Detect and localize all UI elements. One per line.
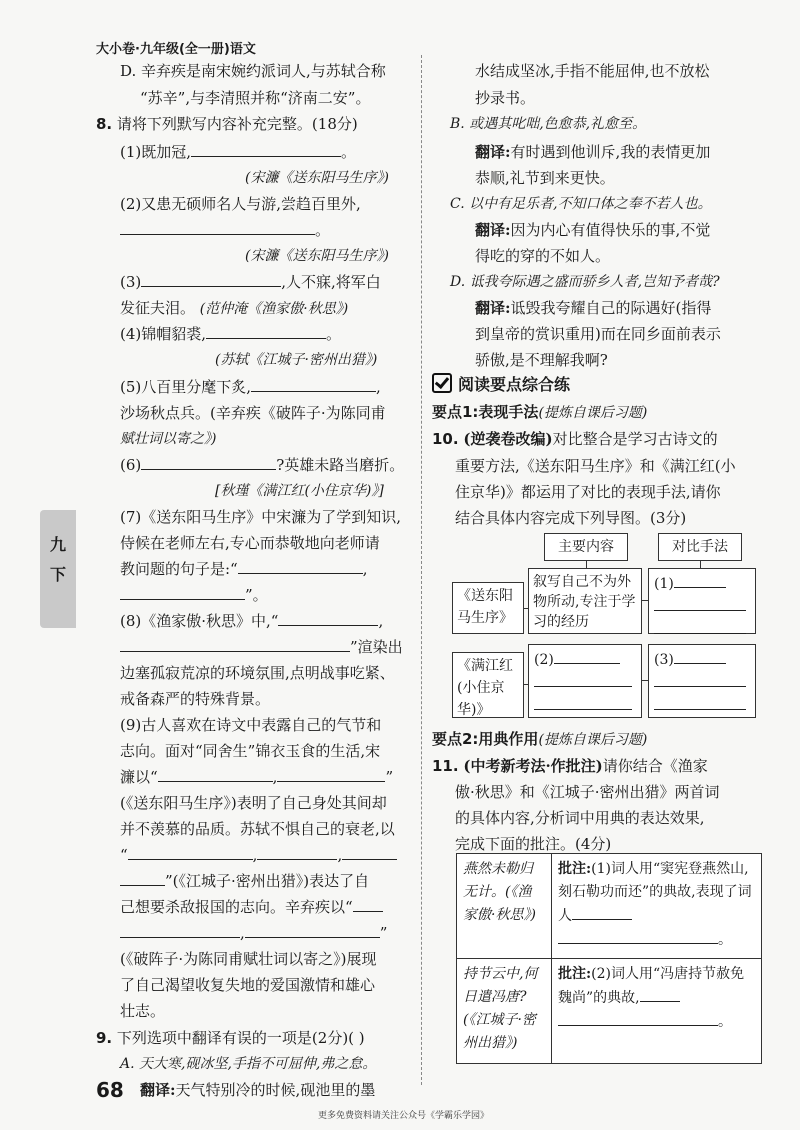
mindmap-blank-1-label: (1) — [654, 576, 674, 592]
mindmap-blank-1[interactable] — [648, 568, 756, 634]
mindmap-header-contrast: 对比手法 — [658, 533, 742, 561]
point1-note: (提炼自课后习题) — [538, 405, 648, 421]
q8-s9-line8 — [120, 896, 383, 919]
annotation-text2: 典故,表现了词人 — [558, 884, 752, 924]
q8-s6-blank[interactable] — [141, 454, 276, 470]
q10-text1: 对比整合是学习古诗文的 — [552, 430, 718, 448]
q9-option-b-translation — [475, 141, 710, 164]
q8-s9-blank6[interactable] — [120, 870, 165, 886]
q8-s8-line4: 戒备森严的特殊背景。 — [120, 690, 271, 708]
q8-s1-source: (宋濂《送东阳马生序》) — [245, 170, 389, 186]
q8-s9-blank8[interactable] — [120, 922, 240, 938]
q8-s7-comma: , — [362, 560, 368, 578]
translation-label: 翻译: — [475, 143, 511, 161]
q8-s9-blank5[interactable] — [342, 844, 397, 860]
q8-s9-comma2: , — [252, 846, 258, 864]
q8-s2-end: 。 — [315, 221, 331, 239]
q8-s9-quote2: ” — [379, 924, 388, 942]
q11-quote-2: 持节云中,何日遣冯唐?(《江城子·密州出猎》) — [457, 959, 552, 1064]
q8-s4-end: 。 — [326, 325, 342, 343]
q9-option-c-translation — [475, 219, 710, 242]
q8-s7-blank1[interactable] — [238, 558, 363, 574]
q11-annotation-table — [456, 853, 762, 1064]
translation-text: 因为内心有值得快乐的事,不觉 — [510, 221, 711, 239]
annotation-blank-2[interactable] — [558, 928, 718, 944]
q9-d-translation-line2: 到皇帝的赏识重用)而在同乡面前表示 — [475, 325, 721, 343]
q8-s5-line2: 沙场秋点兵。(辛弃疾《破阵子·为陈同甫 — [120, 404, 386, 422]
q8-s8-comma: , — [378, 612, 384, 630]
q8-stem — [96, 113, 358, 136]
q8-s3-source: (范仲淹《渔家傲·秋思》) — [199, 301, 349, 317]
q11-annotation-2[interactable] — [552, 959, 762, 1064]
q8-s8-blank1[interactable] — [278, 610, 378, 626]
q8-s3 — [120, 271, 381, 294]
q8-s7-line1: (7)《送东阳马生序》中宋濂为了学到知识, — [120, 508, 402, 526]
mindmap-connector-v2 — [700, 561, 701, 568]
mindmap-blank-2-line2 — [534, 671, 632, 687]
q8-s1-end: 。 — [341, 143, 357, 161]
q8-s9-text3: 濂以“ — [120, 768, 158, 786]
q8-s1-blank[interactable] — [191, 141, 341, 157]
q8-s1-text: (1)既加冠, — [120, 143, 192, 161]
q8-s2-source: (宋濂《送东阳马生序》) — [245, 248, 389, 264]
q8-stem-text: 请将下列默写内容补充完整。(18分) — [116, 115, 358, 133]
table-row — [457, 854, 762, 959]
mindmap-blank-1-line1 — [674, 572, 726, 588]
q8-s5-text: (5)八百里分麾下炙, — [120, 378, 252, 396]
mindmap-blank-2-label: (2) — [534, 652, 554, 668]
q11-quote-1: 燕然未勒归无计。(《渔家傲·秋思》) — [457, 854, 552, 959]
point2-label: 要点2:用典作用 — [432, 730, 539, 748]
q8-s6 — [120, 454, 404, 477]
q8-s9-line11: 了自己渴望收复失地的爱国激情和雄心 — [120, 976, 376, 994]
q9-c-translation-line2: 得吃的穿的不如人。 — [475, 247, 611, 265]
section-heading — [432, 372, 570, 395]
q10-tag: (逆袭卷改编) — [463, 430, 553, 448]
q8-s7-text: 教问题的句子是:“ — [120, 560, 238, 578]
q8-s7-line2: 侍候在老师左右,专心而恭敬地向老师请 — [120, 534, 380, 552]
q8-s8-line1 — [120, 610, 383, 633]
q8-s4-text: (4)锦帽貂裘, — [120, 325, 207, 343]
q9-option-b: B. 或遇其叱咄,色愈恭,礼愈至。 — [450, 116, 647, 132]
q9-a-translation-line3: 抄录书。 — [475, 89, 536, 107]
point2-note: (提炼自课后习题) — [538, 732, 648, 748]
q9-option-d-translation — [475, 297, 711, 320]
q8-s4-source: (苏轼《江城子·密州出猎》) — [215, 352, 378, 368]
q11-text1: 请你结合《渔家 — [602, 757, 708, 775]
q8-s9-blank2[interactable] — [277, 766, 385, 782]
q8-s9-comma3: , — [337, 846, 343, 864]
mindmap-blank-2-line3 — [534, 694, 632, 710]
q8-s5 — [120, 376, 381, 399]
q8-s9-text7: ”(《江城子·密州出猎》)表达了自 — [165, 872, 370, 890]
q7-option-d-line1: D. 辛弃疾是南宋婉约派词人,与苏轼合称 — [120, 62, 386, 80]
q8-s8-line3: 边塞孤寂荒凉的环境氛围,点明战事吃紧、 — [120, 664, 395, 682]
q9-option-c: C. 以中有足乐者,不知口体之奉不若人也。 — [450, 196, 712, 212]
annotation-text: (1)词人用“窦宪登燕然山,刻石勒功而还”的 — [558, 861, 749, 900]
q9-d-translation-line3: 骄傲,是不理解我啊? — [475, 351, 608, 369]
q8-s8-blank2[interactable] — [120, 636, 350, 652]
annotation-label: 批注: — [558, 966, 592, 982]
translation-label: 翻译: — [475, 221, 511, 239]
q11-number: 11. — [432, 757, 459, 775]
q8-number: 8. — [96, 115, 113, 133]
q8-s3-num: (3) — [120, 273, 142, 291]
q8-s7-line3 — [120, 558, 368, 581]
q8-s7-end: ”。 — [245, 586, 268, 604]
point1-heading — [432, 401, 647, 425]
q8-s9-line12: 壮志。 — [120, 1002, 166, 1020]
side-tab-line2: 下 — [49, 565, 66, 584]
q10-line4: 结合具体内容完成下列导图。(3分) — [455, 509, 687, 527]
header-title: 大小卷·九年级(全一册)语文 — [96, 42, 256, 57]
q10-line3: 住京华)》都运用了对比的表现手法,请你 — [455, 483, 721, 501]
annotation-end: 。 — [718, 932, 732, 948]
point1-label: 要点1:表现手法 — [432, 403, 539, 421]
q9-stem-text: 下列选项中翻译有误的一项是(2分)( ) — [116, 1029, 365, 1047]
q9-option-a-translation — [140, 1079, 375, 1102]
mindmap-connector-h1 — [524, 608, 528, 609]
q8-s6-source: [秋瑾《满江红(小住京华)》] — [215, 483, 384, 499]
q8-s9-line3 — [120, 766, 393, 789]
q9-b-translation-line2: 恭顺,礼节到来更快。 — [475, 169, 615, 187]
q11-line3: 的具体内容,分析词中用典的表达效果, — [455, 809, 705, 827]
q8-s8-text: (8)《渔家傲·秋思》中,“ — [120, 612, 279, 630]
mindmap-connector-v1 — [586, 561, 587, 568]
annotation-blank[interactable] — [572, 904, 632, 920]
q8-s9-line4: (《送东阳马生序》)表明了自己身处其间却 — [120, 794, 387, 812]
translation-label: 翻译: — [140, 1081, 176, 1099]
q11-line1 — [432, 755, 708, 778]
q8-s9-comma1: , — [272, 768, 278, 786]
point2-heading — [432, 728, 647, 752]
q9-number: 9. — [96, 1029, 113, 1047]
annotation-blank-2[interactable] — [558, 1010, 718, 1026]
mindmap-content-1: 叙写自己不为外物所动,专注于学习的经历 — [528, 568, 642, 634]
translation-text: 诋毁我夸耀自己的际遇好(指得 — [510, 299, 712, 317]
q9-a-translation-line2: 水结成坚冰,手指不能屈伸,也不放松 — [475, 62, 710, 80]
side-tab-line1: 九 — [49, 535, 66, 554]
q9-option-d: D. 诋我夸际遇之盛而骄乡人者,岂知予者哉? — [450, 274, 720, 290]
mindmap-blank-3-line2 — [654, 671, 746, 687]
q8-s2-text: (2)又患无硕师名人与游,尝趋百里外, — [120, 195, 361, 213]
q8-s9-blank9[interactable] — [245, 922, 380, 938]
q8-s9-line2: 志向。面对“同舍生”锦衣玉食的生活,宋 — [120, 742, 381, 760]
q8-s9-line1: (9)古人喜欢在诗文中表露自己的气节和 — [120, 716, 382, 734]
column-divider — [421, 55, 422, 1085]
q8-s7-line4 — [120, 584, 268, 607]
q8-s2-blank[interactable] — [120, 219, 315, 235]
q8-s5-comma: , — [376, 378, 381, 396]
mindmap-title-1: 《送东阳马生序》 — [452, 582, 524, 634]
q8-s4 — [120, 323, 341, 346]
q8-s8-line2 — [120, 636, 403, 659]
q7-option-d-line2: “苏辛”,与李清照并称“济南二安”。 — [140, 89, 371, 107]
q11-line2: 傲·秋思》和《江城子·密州出猎》两首词 — [455, 783, 720, 801]
q8-s5-blank[interactable] — [251, 376, 376, 392]
q8-s6-num: (6) — [120, 456, 142, 474]
page-number: 68 — [96, 1078, 124, 1102]
mindmap-blank-3[interactable] — [648, 644, 756, 718]
q11-annotation-1[interactable] — [552, 854, 762, 959]
mindmap-title-2: 《满江红(小住京华)》 — [452, 652, 524, 718]
q8-s3-blank[interactable] — [141, 271, 281, 287]
mindmap-blank-3-label: (3) — [654, 652, 674, 668]
annotation-text: (2)词人用“冯唐持节赦免魏尚”的典故, — [558, 966, 745, 1006]
q11-tag: (中考新考法·作批注) — [463, 757, 603, 775]
mindmap-blank-2[interactable] — [528, 644, 642, 718]
mindmap-connector-h3 — [524, 684, 528, 685]
q10-line1 — [432, 428, 718, 451]
q11-line4: 完成下面的批注。(4分) — [455, 835, 612, 853]
q8-s3-text2: 发征夫泪。 — [120, 299, 196, 317]
q8-s9-blank1[interactable] — [158, 766, 273, 782]
q8-s9-blank7[interactable] — [353, 896, 383, 912]
section-title: 阅读要点综合练 — [458, 375, 571, 394]
mindmap-blank-3-line3 — [654, 694, 746, 710]
q8-s4-blank[interactable] — [206, 323, 326, 339]
q8-s1 — [120, 141, 356, 164]
annotation-blank[interactable] — [640, 986, 680, 1002]
checkbox-icon — [432, 373, 452, 393]
q9-stem — [96, 1027, 365, 1050]
table-row — [457, 959, 762, 1064]
q8-s3-text: ,人不寐,将军白 — [281, 273, 381, 291]
mindmap-blank-2-line1 — [554, 648, 620, 664]
q8-s9-comma4: , — [240, 924, 245, 942]
q8-s9-blank4[interactable] — [257, 844, 337, 860]
q8-s3-line2 — [120, 297, 348, 321]
translation-text: 天气特别冷的时候,砚池里的墨 — [175, 1081, 376, 1099]
q8-s9-line5: 并不羡慕的品质。苏轼不惧自己的衰老,以 — [120, 820, 395, 838]
translation-label: 翻译: — [475, 299, 511, 317]
footer-text: 更多免费资料请关注公众号《学霸乐学园》 — [318, 1111, 490, 1121]
q8-s9-text8: 己想要杀敌报国的志向。辛弃疾以“ — [120, 898, 353, 916]
q9-option-a: A. 天大寒,砚冰坚,手指不可屈伸,弗之怠。 — [120, 1056, 377, 1072]
q8-s9-quote1: ” — [385, 768, 394, 786]
q8-s9-open: “ — [120, 846, 128, 864]
q8-s9-line10: (《破阵子·为陈同甫赋壮词以寄之》)展现 — [120, 950, 377, 968]
translation-text: 有时遇到他训斥,我的表情更加 — [510, 143, 711, 161]
side-tab — [40, 510, 76, 628]
q8-s9-blank3[interactable] — [128, 844, 253, 860]
mindmap-header-content: 主要内容 — [544, 533, 628, 561]
q8-s7-blank2[interactable] — [120, 584, 245, 600]
mindmap-blank-3-line1 — [674, 648, 726, 664]
q8-s6-text: ?英雄未路当磨折。 — [276, 456, 405, 474]
q8-s9-line7 — [120, 870, 369, 893]
q10-number: 10. — [432, 430, 459, 448]
annotation-label: 批注: — [558, 861, 592, 877]
mindmap-blank-1-line2 — [654, 595, 746, 611]
annotation-end: 。 — [718, 1014, 732, 1030]
mindmap-connector-h4 — [642, 680, 648, 681]
q8-s8-text2: ”渲染出 — [350, 638, 403, 656]
q8-s9-line6 — [120, 844, 397, 867]
mindmap-connector-h2 — [642, 600, 648, 601]
q8-s2-line2 — [120, 219, 330, 242]
q8-s5-line3: 赋壮词以寄之》) — [120, 431, 217, 447]
q10-line2: 重要方法,《送东阳马生序》和《满江红(小 — [455, 457, 736, 475]
q8-s9-line9 — [120, 922, 387, 945]
mindmap-blank-1-line3 — [654, 618, 746, 634]
